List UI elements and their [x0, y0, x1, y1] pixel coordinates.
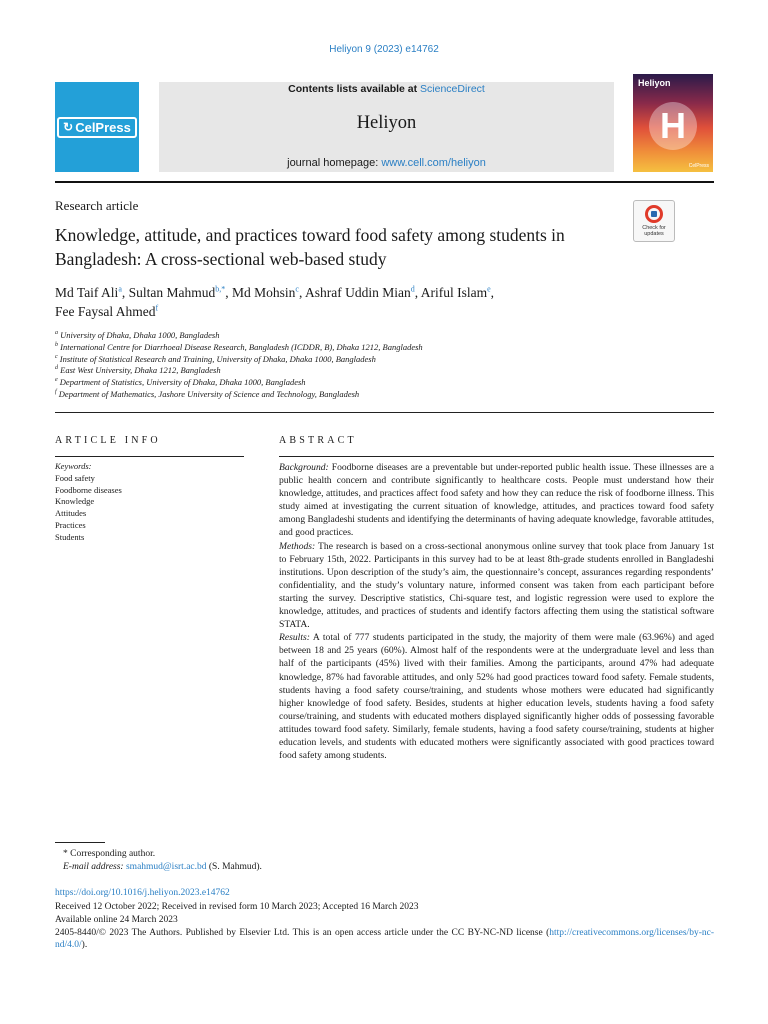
author: Ashraf Uddin Mian$^d$, [304, 284, 421, 300]
journal-name: Heliyon [356, 113, 417, 133]
keyword: Foodborne diseases [55, 484, 122, 495]
license-statement: 2405-8440/© 2023 The Authors. Published by Elsevier Ltd. This is an open access article under the CC BY-NC-ND license (http://creativecommons.org/licenses/by-nc-nd/4.0/). [55, 928, 714, 951]
author-affiliation-link[interactable]: b,* [215, 284, 226, 294]
homepage-line [159, 157, 614, 169]
abstract-heading: ABSTRACT [279, 435, 357, 446]
journal-reference[interactable]: Heliyon 9 (2023) e14762 [329, 44, 439, 55]
corresponding-author: * Corresponding author. [63, 849, 156, 859]
abstract-rule [279, 456, 714, 457]
homepage-link[interactable]: www.cell.com/heliyon [381, 157, 486, 169]
article-title: Knowledge, attitude, and practices toward food safety among students in Bangladesh: A cross-sectional web-based study [55, 225, 565, 269]
keyword: Knowledge [55, 496, 95, 507]
abstract-body [279, 461, 714, 762]
abstract-background: Background: Foodborne diseases are a preventable but under-reported public health issue. These illnesses are a public health concern and contribute significantly to healthcare costs. People must understand how their knowledge, attitudes, and practices affect food safety and how they can reduce the risk of foodborne illness. This study aimed at investigating the current situation of knowledge, attitudes, and practices toward food safety among Bangladeshi students and identifying the determinants of having adequate knowledge, favorable attitudes, and good practices. [279, 462, 714, 539]
affiliation-item: $^f$ Department of Mathematics, Jashore University of Science and Technology, Bangladesh [55, 388, 360, 399]
keyword: Practices [55, 519, 86, 530]
available-online: Available online 24 March 2023 [55, 915, 178, 925]
author: Sultan Mahmud$^{b,*}$, [128, 284, 232, 300]
crossmark-icon [645, 205, 663, 223]
cellpress-c-icon: ↻ [63, 120, 74, 134]
contents-line [159, 82, 614, 95]
contents-label: Contents lists available at [288, 83, 418, 95]
email-line: E-mail address: smahmud@isrt.ac.bd (S. Mahmud). [63, 862, 262, 872]
author: Md Mohsin$^c$, [232, 284, 305, 300]
keywords-label: Keywords: [55, 461, 92, 471]
cover-h-icon: H [649, 102, 697, 150]
author: Md Taif Ali$^a$, [55, 284, 129, 300]
doi-link[interactable]: https://doi.org/10.1016/j.heliyon.2023.e14762 [55, 888, 230, 898]
crossmark-label: Check for updates [642, 225, 666, 237]
author-affiliation-link[interactable]: a [118, 284, 122, 294]
email-link[interactable]: smahmud@isrt.ac.bd [125, 862, 207, 872]
author-list [55, 284, 655, 321]
affiliation-item: $^e$ Department of Statistics, University of Dhaka, Dhaka 1000, Bangladesh [55, 377, 306, 388]
author-affiliation-link[interactable]: d [410, 284, 415, 294]
keyword: Students [55, 531, 85, 542]
article-info-heading: ARTICLE INFO [55, 435, 161, 446]
author-affiliation-link[interactable]: f [155, 303, 159, 312]
abstract-results: Results: A total of 777 students participated in the study, the majority of them were male (63.96%) and aged between 18 and 25 years (60%). Almost half of the respondents were at the undergraduate level and less than half of the participants (45%) lived with their families. Among the participants, around 47% had adequate knowledge, 87% had favorable attitudes, and only 52% had good practices toward food safety. Female students, students having a food safety course/training, and students whose mothers were educated had significantly higher knowledge of food safety. Besides, students at higher education levels, students having a food safety course/training, and students with educated mothers displayed significantly higher odds of possessing favorable attitudes toward food safety. Similarly, female students, having a food safety course/training, students at higher education levels, and students with educated mothers were significantly associated with good practices toward food safety among students. [279, 632, 714, 762]
corresponding-note [55, 848, 262, 874]
author: Ariful Islam$^e$, [420, 284, 495, 300]
author-affiliation-link[interactable]: c [295, 284, 299, 294]
journal-cover-image [633, 74, 713, 172]
affiliation-item: $^b$ International Centre for Diarrhoeal Disease Research, Bangladesh (ICDDR, B), Dhaka 1212, Bangladesh [55, 341, 423, 352]
license-link[interactable]: http://creativecommons.org/licenses/by-nc-nd/4.0/ [55, 928, 714, 951]
footnote-rule [55, 842, 105, 843]
cover-title: Heliyon [638, 78, 671, 88]
affiliations-rule [55, 412, 714, 413]
author-affiliation-link[interactable]: e [487, 284, 491, 294]
article-info-rule [55, 456, 244, 457]
sciencedirect-link[interactable]: ScienceDirect [420, 83, 485, 95]
keyword: Attitudes [55, 508, 87, 519]
check-for-updates-button[interactable] [633, 200, 675, 242]
author: Fee Faysal Ahmed$^f$ [55, 303, 159, 319]
affiliations [55, 330, 695, 401]
affiliation-item: $^d$ East West University, Dhaka 1212, Bangladesh [55, 365, 221, 376]
cover-footer: CelPress [688, 163, 709, 169]
received-dates: Received 12 October 2022; Received in revised form 10 March 2023; Accepted 16 March 2023 [55, 902, 419, 912]
keyword: Food safety [55, 472, 95, 483]
header-rule [55, 181, 714, 183]
affiliation-item: $^c$ Institute of Statistical Research and Training, University of Dhaka, Dhaka 1000, Bangladesh [55, 353, 376, 364]
article-type: Research article [55, 198, 139, 213]
affiliation-item: $^a$ University of Dhaka, Dhaka 1000, Bangladesh [55, 330, 220, 340]
homepage-label: journal homepage: [287, 157, 379, 169]
keywords-list [55, 461, 122, 544]
cellpress-badge [57, 117, 137, 138]
abstract-methods: Methods: The research is based on a cross-sectional anonymous online survey that took place from January 1st to February 15th, 2022. Participants in this survey had to be at least 8th-grade students enrolled in Bangladeshi institutions. Upon description of the study’s aim, the questionnaire’s concept, assurances regarding respondents’ confidentiality, and the study’s voluntary nature, informed consent was taken from each participant before starting the survey. Descriptive statistics, Chi-square test, and logistic regression were used to explore the knowledge, attitudes, and practices of students and identify factors affecting them using the statistical software STATA. [279, 540, 714, 631]
cellpress-logo [55, 82, 139, 172]
cellpress-logo-text: CelPress [75, 119, 131, 135]
